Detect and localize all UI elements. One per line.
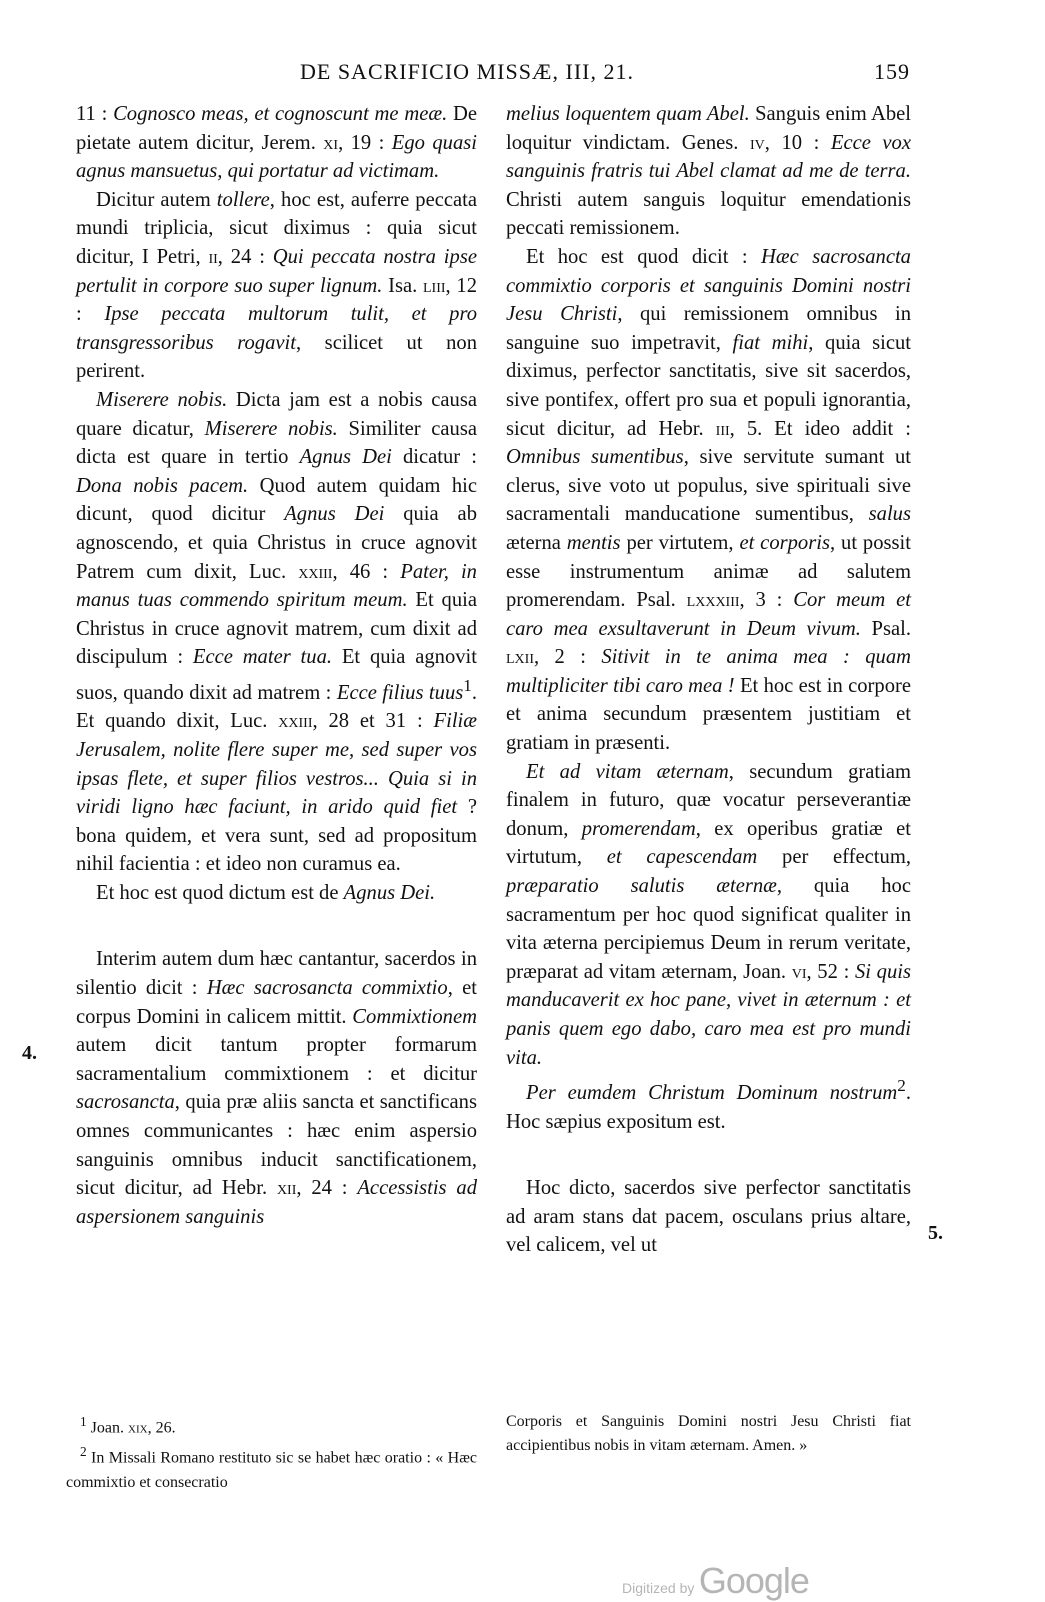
text-span: , 12 : [76, 274, 477, 326]
italic-span: Pater, in manus tuas commendo spiritum meum. [76, 560, 477, 612]
text-span: In Missali Romano restituto sic se habet hæc oratio : « Hæc commixtio et consecratio [66, 1449, 477, 1491]
italic-span: Dona nobis pacem. [76, 474, 249, 497]
running-header [60, 55, 910, 89]
text-span: , hoc est, auferre peccata mundi triplicia, sicut diximus : quia sicut dicitur, I Petri, [76, 188, 477, 268]
italic-span: Cor meum et caro mea exsultaverunt in Deum vivum. [506, 589, 911, 640]
text-span: , 24 : [296, 1177, 358, 1200]
italic-span: præparatio salutis æternæ [506, 875, 777, 898]
footnote-ref: 1 [463, 675, 472, 695]
italic-span: Cognosco meas, et cognoscunt me meæ. [113, 103, 448, 125]
footnote-ref: 2 [80, 1444, 87, 1460]
text-span: , 3 : [739, 589, 794, 612]
italic-span: Miserere nobis. [96, 388, 228, 411]
italic-span: tollere [216, 188, 270, 211]
text-span: autem dicit tantum propter formarum sacramentalium commixtionem : et dicitur [76, 1034, 477, 1085]
roman-numeral: vi [791, 960, 807, 983]
text-span: Et hoc est quod dictum est de [96, 881, 344, 904]
italic-span: Sitivit in te anima mea : quam multipliciter tibi caro mea ! [506, 646, 911, 697]
text-span: Dicta jam est a nobis causa quare dicatur, [76, 388, 477, 440]
text-span: Et hoc est quod dicit : [526, 245, 762, 268]
text-span: Sanguis enim Abel loquitur vindictam. Genes. [506, 103, 911, 154]
text-span: Interim autem dum hæc cantantur, sacerdos in silentio dicit : [76, 948, 477, 1000]
text-span: , sive servitute sumant ut clerus, sive voto ut populus, sive spirituali sive sacramentali manducatione sumentibus, [506, 446, 911, 526]
text-span: , quia sicut diximus, perfector sanctitatis, sive sit sacerdos, sive pontifex, offert pro sua et populi ignorantia, sicut dicitur, ad Hebr. [506, 331, 912, 440]
italic-span: melius loquentem quam Abel. [506, 103, 750, 125]
text-span: , qui remissionem omnibus in sanguine suo impetravit, [506, 303, 911, 354]
roman-numeral: xii [276, 1177, 297, 1200]
text-span: Quod autem quidam hic dicunt, quod dicitur [76, 474, 477, 526]
roman-numeral: lxii [506, 646, 534, 669]
italic-span: Et ad vitam æternam [526, 760, 729, 783]
text-span: , quia præ aliis sancta et sanctificans omnes communicantes : hæc enim aspersio sanguinis omnibus inducit sanctificationem, sicut dicitur, ad Hebr. [76, 1091, 477, 1200]
footnote [66, 1410, 477, 1440]
text-span: . Hoc sæpius expositum est. [506, 1082, 911, 1133]
margin-number: 5. [928, 1222, 943, 1244]
paragraph [76, 386, 477, 879]
text-span: æterna [506, 531, 567, 554]
text-span: , ex operibus gratiæ et virtutum, [506, 817, 911, 869]
footnote-ref: 1 [80, 1414, 87, 1429]
text-span: Psal. [860, 617, 911, 640]
text-span: , ut possit esse instrumentum animæ ad salutem promerendam. Psal. [506, 531, 911, 612]
italic-span: Commixtionem [352, 1005, 477, 1028]
roman-numeral: liii [422, 274, 446, 297]
text-span: , secundum gratiam finalem in futuro, quæ vocatur perseverantiæ donum, [506, 760, 911, 840]
watermark-prefix: Digitized by [622, 1580, 695, 1596]
running-title: DE SACRIFICIO MISSÆ, III, 21. [300, 59, 634, 84]
footnotes-right [506, 1410, 911, 1458]
italic-span: Accessistis ad aspersionem sanguinis [76, 1177, 477, 1228]
paragraph [506, 1174, 911, 1260]
text-span: , 26. [147, 1419, 176, 1437]
text-span: Et hoc est in corpore et anima secundum præsentem justitiam et gratiam in præsenti. [506, 674, 911, 755]
italic-span: Omnibus sumentibus [506, 446, 684, 469]
text-span: Et quia agnovit suos, quando dixit ad matrem : [76, 646, 477, 704]
text-span: quia ab agnoscendo, et quia Christus in cruce agnovit Patrem cum dixit, Luc. [76, 503, 477, 583]
paragraph [506, 100, 911, 243]
text-span: Dicitur autem [96, 188, 217, 211]
roman-numeral: ii [208, 245, 218, 268]
italic-span: promerendam [581, 817, 696, 840]
italic-span: Ecce filius tuus [336, 681, 464, 704]
paragraph [506, 758, 911, 1073]
text-span: , quia hoc sacramentum per hoc quod significat qualiter in vita æterna percipiemus Deum in rerum veritate, præparat ad vitam æternam, Joan. [506, 875, 911, 983]
text-span: ? bona quidem, et vera sunt, sed ad propositum nihil facientia : et ideo non curamus ea. [76, 796, 477, 876]
text-span: Isa. [382, 274, 423, 297]
italic-span: salus [868, 503, 911, 526]
text-span: De pietate autem dicitur, Jerem. [76, 103, 477, 154]
roman-numeral: xix [128, 1419, 148, 1437]
footnote-continued [506, 1410, 911, 1458]
roman-numeral: iii [715, 417, 730, 440]
text-span: , scilicet ut non perirent. [76, 331, 478, 383]
left-column [76, 100, 477, 1231]
italic-span: Agnus Dei. [343, 881, 436, 904]
roman-numeral: iv [749, 131, 765, 154]
text-span: , 2 : [534, 646, 602, 669]
italic-span: Per eumdem Christum Dominum nostrum [526, 1082, 898, 1105]
paragraph [76, 186, 477, 386]
page-number: 159 [874, 59, 910, 84]
text-span: , 5. Et ideo addit : [729, 417, 912, 440]
italic-span: Si quis manducaverit ex hoc pane, vivet in æternum : et panis quem ego dabo, caro mea est pro mundi vita. [506, 960, 911, 1069]
roman-numeral: xxiii [278, 710, 313, 733]
text-span: , 28 et 31 : [312, 710, 434, 733]
google-logo: Google [698, 1560, 809, 1601]
italic-span: Filiæ Jerusalem, nolite flere super me, sed super vos ipsas flete, et super filios vestros... Quia si in viridi ligno hæc faciunt, in arido quid fiet [76, 710, 477, 819]
text-span: Et quia Christus in cruce agnovit matrem, cum dixit ad discipulum : [76, 589, 477, 669]
roman-numeral: xi [323, 131, 339, 154]
italic-span: et capescendam [606, 846, 758, 869]
text-span: Corporis et Sanguinis Domini nostri Jesu Christi fiat accipientibus nobis in vitam æternam. Amen. » [506, 1413, 911, 1454]
paragraph [76, 879, 477, 908]
italic-span: sacrosancta [76, 1091, 175, 1114]
footnote [66, 1440, 477, 1494]
text-span: . Et quando dixit, Luc. [76, 681, 478, 733]
text-span: Christi autem sanguis loquitur emendationis peccati remissionem. [506, 188, 911, 240]
digitized-watermark [622, 1560, 809, 1602]
text-span: per virtutem, [620, 531, 740, 554]
text-span: , 24 : [217, 245, 273, 268]
italic-span: Hæc sacrosancta commixtio corporis et sanguinis Domini nostri Jesu Christi [506, 245, 911, 326]
text-span: , et corpus Domini in calicem mittit. [76, 977, 477, 1028]
italic-span: Qui peccata nostra ipse pertulit in corpore suo super lignum. [76, 245, 477, 297]
paragraph [76, 945, 477, 1231]
italic-span: Agnus Dei [299, 446, 392, 469]
italic-span: fiat mihi [732, 331, 809, 354]
footnotes-left [66, 1410, 477, 1495]
right-column [506, 100, 911, 1260]
roman-numeral: lxxxiii [686, 589, 740, 612]
text-span: Joan. [86, 1419, 128, 1437]
text-span: , 46 : [332, 560, 401, 583]
italic-span: Ego quasi agnus mansuetus, qui portatur ad victimam. [76, 131, 477, 183]
paragraph [76, 100, 477, 186]
italic-span: et corporis [739, 531, 830, 554]
text-span: Hoc dicto, sacerdos sive perfector sanctitatis ad aram stans dat pacem, osculans prius altare, vel calicem, vel ut [506, 1177, 911, 1257]
text-span: Similiter causa dicta est quare in tertio [76, 417, 477, 469]
roman-numeral: xxiii [298, 560, 333, 583]
italic-span: mentis [566, 531, 621, 554]
text-span: , 52 : [806, 960, 855, 983]
italic-span: Miserere nobis. [204, 417, 338, 440]
italic-span: Hæc sacrosancta commixtio [206, 977, 448, 1000]
footnote-ref: 2 [897, 1076, 906, 1096]
text-span: , 19 : [338, 131, 392, 154]
margin-number: 4. [22, 1042, 37, 1064]
text-span: , 10 : [764, 131, 831, 154]
text-span: 11 : [76, 103, 114, 125]
text-span: dicatur : [391, 446, 477, 469]
italic-span: Agnus Dei [284, 503, 385, 526]
italic-span: Ecce mater tua. [192, 646, 333, 669]
italic-span: Ipse peccata multorum tulit, et pro transgressoribus rogavit [76, 303, 477, 354]
paragraph [506, 1072, 911, 1136]
text-span: per effectum, [757, 846, 911, 869]
italic-span: Ecce vox sanguinis fratris tui Abel clamat ad me de terra. [506, 131, 911, 183]
paragraph [506, 243, 911, 758]
